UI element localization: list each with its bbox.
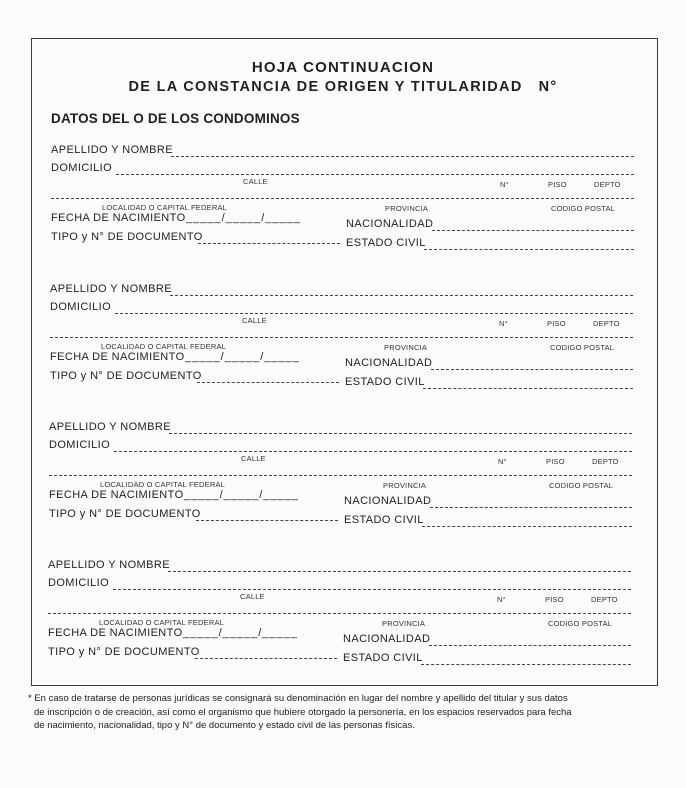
- calle-caption: CALLE: [242, 316, 267, 325]
- apellido-nombre-label: APELLIDO Y NOMBRE: [48, 559, 170, 571]
- footnote: [28, 692, 653, 733]
- estado-civil-label: ESTADO CIVIL: [346, 237, 426, 249]
- footnote-line-1: * En caso de tratarse de personas jurídicas se consignará su denominación en lugar del nombre y apellido del titular y sus datos: [28, 693, 568, 704]
- localidad-field[interactable]: [49, 475, 632, 476]
- piso-caption: PISO: [548, 180, 567, 189]
- provincia-caption: PROVINCIA: [385, 204, 429, 213]
- piso-caption: PISO: [545, 595, 564, 604]
- estado-civil-label: ESTADO CIVIL: [343, 652, 423, 664]
- piso-caption: PISO: [547, 319, 566, 328]
- section-title: DATOS DEL O DE LOS CONDOMINOS: [51, 111, 300, 126]
- localidad-field[interactable]: [48, 613, 631, 614]
- apellido-nombre-field[interactable]: [169, 433, 632, 434]
- domicilio-field[interactable]: [114, 451, 632, 452]
- condomino-block: [0, 421, 684, 541]
- fecha-nacimiento-field[interactable]: _____/_____/_____: [183, 627, 298, 639]
- tipo-documento-label: TIPO y N° DE DOCUMENTO: [50, 370, 202, 382]
- tipo-documento-label: TIPO y N° DE DOCUMENTO: [48, 646, 200, 658]
- nacionalidad-label: NACIONALIDAD: [346, 218, 434, 230]
- domicilio-label: DOMICILIO: [50, 301, 112, 313]
- estado-civil-field[interactable]: [424, 249, 634, 250]
- condomino-block: [0, 283, 685, 403]
- codigo-postal-caption: CODIGO POSTAL: [550, 343, 615, 352]
- footnote-line-3: de nacimiento, nacionalidad, tipo y N° de documento y estado civil de las personas físicas.: [34, 720, 415, 731]
- estado-civil-field[interactable]: [423, 388, 633, 389]
- domicilio-field[interactable]: [116, 174, 634, 175]
- tipo-documento-label: TIPO y N° DE DOCUMENTO: [51, 231, 203, 243]
- provincia-caption: PROVINCIA: [383, 481, 427, 490]
- form-title-text: DE LA CONSTANCIA DE ORIGEN Y TITULARIDAD: [128, 79, 523, 95]
- fecha-nacimiento-label: FECHA DE NACIMIENTO: [51, 212, 186, 224]
- domicilio-field[interactable]: [115, 313, 633, 314]
- nacionalidad-field[interactable]: [430, 507, 632, 508]
- piso-caption: PISO: [546, 457, 565, 466]
- domicilio-field[interactable]: [113, 589, 631, 590]
- fecha-nacimiento-field[interactable]: _____/_____/_____: [186, 212, 301, 224]
- tipo-documento-field[interactable]: [198, 243, 340, 244]
- nacionalidad-label: NACIONALIDAD: [345, 357, 433, 369]
- apellido-nombre-label: APELLIDO Y NOMBRE: [49, 421, 171, 433]
- provincia-caption: PROVINCIA: [384, 343, 428, 352]
- localidad-caption: LOCALIDAD O CAPITAL FEDERAL: [99, 618, 225, 627]
- fecha-nacimiento-field[interactable]: _____/_____/_____: [184, 489, 299, 501]
- form-title: HOJA CONTINUACION: [251, 59, 435, 76]
- numero-caption: N°: [499, 319, 508, 328]
- depto-caption: DEPTO: [593, 319, 620, 328]
- nacionalidad-field[interactable]: [429, 645, 631, 646]
- localidad-caption: LOCALIDAD O CAPITAL FEDERAL: [101, 342, 227, 351]
- codigo-postal-caption: CODIGO POSTAL: [549, 481, 614, 490]
- tipo-documento-field[interactable]: [195, 658, 337, 659]
- apellido-nombre-field[interactable]: [170, 295, 633, 296]
- localidad-field[interactable]: [50, 337, 633, 338]
- calle-caption: CALLE: [240, 592, 265, 601]
- form-title-line2: [0, 79, 686, 95]
- fecha-nacimiento-label: FECHA DE NACIMIENTO: [50, 351, 185, 363]
- apellido-nombre-label: APELLIDO Y NOMBRE: [51, 144, 173, 156]
- nacionalidad-field[interactable]: [432, 230, 634, 231]
- apellido-nombre-field[interactable]: [171, 156, 634, 157]
- fecha-nacimiento-label: FECHA DE NACIMIENTO: [48, 627, 183, 639]
- domicilio-label: DOMICILIO: [48, 577, 110, 589]
- estado-civil-label: ESTADO CIVIL: [345, 376, 425, 388]
- apellido-nombre-label: APELLIDO Y NOMBRE: [50, 283, 172, 295]
- estado-civil-label: ESTADO CIVIL: [344, 514, 424, 526]
- tipo-documento-field[interactable]: [196, 520, 338, 521]
- numero-caption: N°: [498, 457, 507, 466]
- localidad-caption: LOCALIDAD O CAPITAL FEDERAL: [100, 480, 226, 489]
- depto-caption: DEPTO: [591, 595, 618, 604]
- tipo-documento-label: TIPO y N° DE DOCUMENTO: [49, 508, 201, 520]
- codigo-postal-caption: CODIGO POSTAL: [551, 204, 616, 213]
- domicilio-label: DOMICILIO: [49, 439, 111, 451]
- nacionalidad-field[interactable]: [431, 369, 633, 370]
- constancia-number-label: N°: [538, 79, 558, 95]
- localidad-caption: LOCALIDAD O CAPITAL FEDERAL: [102, 203, 228, 212]
- calle-caption: CALLE: [241, 454, 266, 463]
- estado-civil-field[interactable]: [421, 664, 631, 665]
- numero-caption: N°: [500, 180, 509, 189]
- nacionalidad-label: NACIONALIDAD: [344, 495, 432, 507]
- condomino-block: [0, 144, 686, 264]
- codigo-postal-caption: CODIGO POSTAL: [548, 619, 613, 628]
- condomino-block: [0, 559, 683, 679]
- localidad-field[interactable]: [51, 198, 634, 199]
- tipo-documento-field[interactable]: [197, 382, 339, 383]
- apellido-nombre-field[interactable]: [168, 571, 631, 572]
- estado-civil-field[interactable]: [422, 526, 632, 527]
- calle-caption: CALLE: [243, 177, 268, 186]
- numero-caption: N°: [497, 595, 506, 604]
- provincia-caption: PROVINCIA: [382, 619, 426, 628]
- depto-caption: DEPTO: [592, 457, 619, 466]
- domicilio-label: DOMICILIO: [51, 162, 113, 174]
- nacionalidad-label: NACIONALIDAD: [343, 633, 431, 645]
- fecha-nacimiento-field[interactable]: _____/_____/_____: [185, 351, 300, 363]
- footnote-line-2: de inscripción o de creación, así como el organismo que hubiere otorgado la personería, en los espacios reservados para fecha: [34, 706, 572, 718]
- fecha-nacimiento-label: FECHA DE NACIMIENTO: [49, 489, 184, 501]
- depto-caption: DEPTO: [594, 180, 621, 189]
